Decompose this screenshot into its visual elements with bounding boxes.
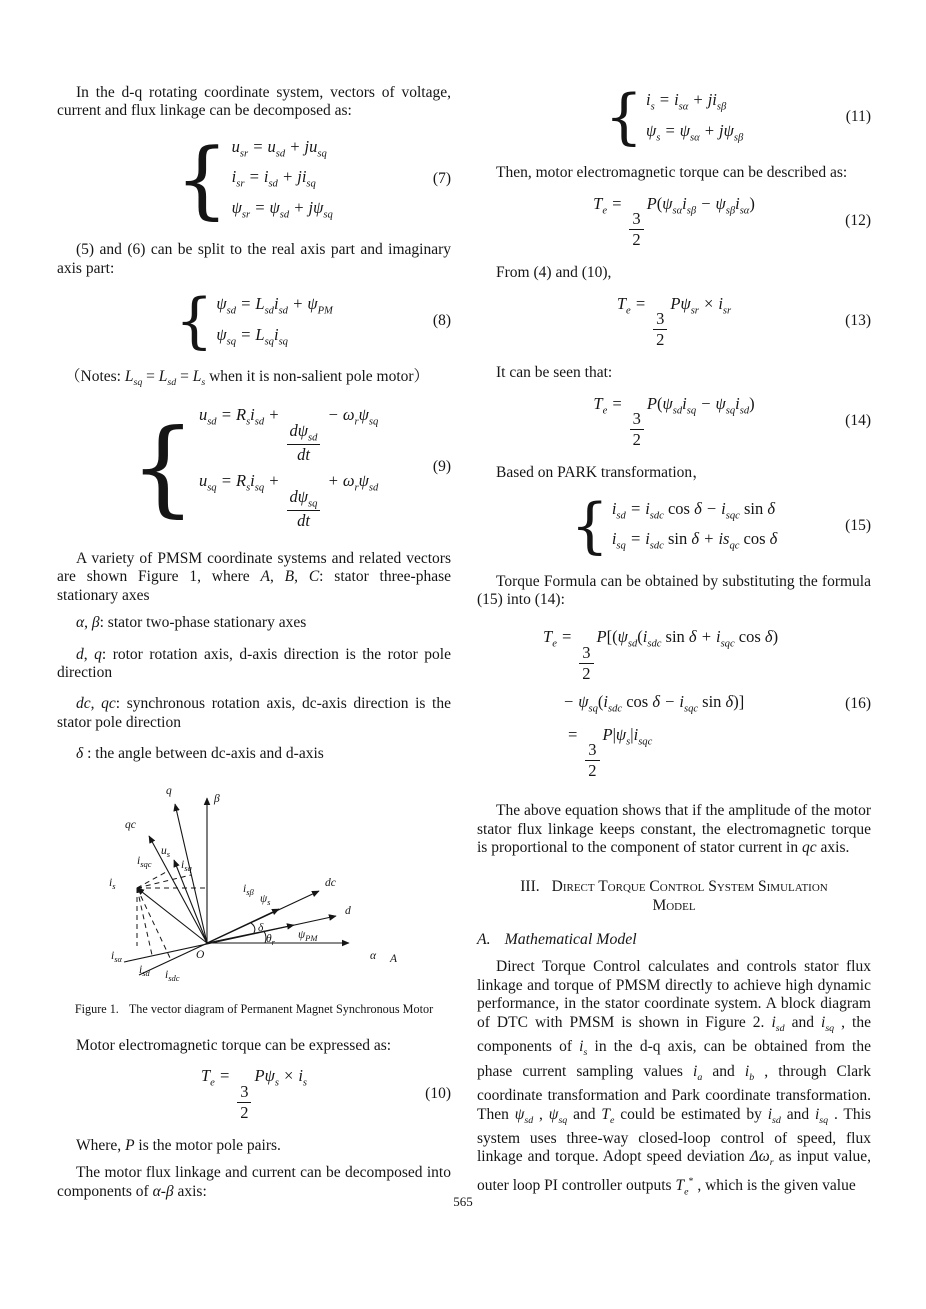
qc-axis: [149, 836, 207, 943]
equation-9-body: [199, 399, 378, 536]
equation-9-number: (9): [432, 458, 451, 476]
paragraph-variety: A variety of PMSM coordinate systems and related vectors are shown Figure 1, where A, B, C: stator three-phase stationary axes: [57, 550, 451, 604]
equation-12: [477, 193, 871, 251]
equation-8-cases: { $\psi_{sd} = L_{sd}i_{sd} + \psi_{PM}$ $\psi_{sq} = L_{sq}i_{sq}$: [175, 286, 333, 357]
equation-16: [477, 619, 871, 788]
definition-alpha-beta: α, β: stator two-phase stationary axes: [76, 614, 307, 632]
definition-d-q: d, q: rotor rotation axis, d-axis direction is the rotor pole direction: [57, 645, 451, 682]
paragraph-decompose: The motor flux linkage and current can be decomposed into components of α-β axis:: [57, 1164, 451, 1200]
equation-16-number: (16): [845, 694, 871, 712]
equation-16-body: [477, 619, 871, 788]
pmsm-vector-diagram: [57, 780, 402, 992]
two-column-layout: [57, 84, 871, 1211]
equation-7-cases: { $u_{sr} = u_{sd} + ju_{sq}$ $i_{sr} = i_{sd} + ji_{sq}$ $\psi_{sr} = \psi_{sd} + j\psi_{sq}$: [175, 130, 333, 229]
equation-15-number: (15): [845, 516, 871, 534]
q-axis-label: q: [166, 784, 172, 797]
equation-11: [477, 82, 871, 153]
is-label: $i_s$: [109, 876, 116, 891]
figure-caption-label: Figure 1.: [74, 1001, 119, 1016]
equation-line: $\psi_{sd} = L_{sd}i_{sd} + \psi_{PM}$: [216, 294, 333, 317]
equation-line: $u_{sd} = R_si_{sd}$ + $\frac{d\psi_{sd}}{dt}$ − $\omega_r\psi_{sq}$: [198, 404, 379, 464]
equation-line: $i_s = i_{s\alpha} + ji_{s\beta}$: [645, 90, 727, 113]
equation-line: $\psi_{sr} = \psi_{sd} + j\psi_{sq}$: [231, 197, 333, 221]
d-axis-label: d: [345, 904, 351, 917]
section-number: III.: [520, 878, 540, 896]
psis-label: $\psi_s$: [260, 892, 271, 907]
page-number: 565: [453, 1194, 473, 1209]
paragraph-seen: It can be seen that:: [496, 364, 613, 382]
paragraph-from: From (4) and (10),: [496, 264, 612, 282]
paragraph-park: Based on PARK transformation，: [496, 464, 708, 482]
equation-12-number: (12): [845, 212, 871, 230]
equation-13-number: (13): [845, 312, 871, 330]
paragraph-notes: （Notes: $L_{sq} = L_{sd} = L_s$ when it is non-salient pole motor）: [65, 368, 430, 389]
paragraph-dtc-model: Direct Torque Control calculates and controls stator flux linkage and torque of PMSM directly to achieve high dynamic performance, in the stator coordinate system. A block diagram of DTC with PMSM is shown in Figure 2. $i_{sd}$ and $i_{sq}$ , the components of $i_s$ in the d-q axis, can be obtained from the phase current sampling values $i_a$ and $i_b$ , through Clark coordinate transformation and Park coordinate transformation. Then $\psi_{sd}$ , $\psi_{sq}$ and $T_e$ could be estimated by $i_{sd}$ and $i_{sq}$ . This system uses three-way closed-loop control of speed, flux linkage and torque. Adopt speed deviation $\Delta\omega_r$ as input value, outer loop PI controller outputs $T_e^*$ , which is the given value: [477, 958, 872, 1198]
equation-14-number: (14): [845, 412, 871, 430]
psipm-label: $\psi_{PM}$: [298, 928, 318, 943]
subsection-title: Mathematical Model: [504, 931, 637, 949]
paragraph-split: (5) and (6) can be split to the real axis part and imaginary axis part:: [57, 241, 451, 277]
equation-9-cases: { $u_{sd} = R_si_{sd}$ + $\frac{d\psi_{sd}}{dt}$ − $\omega_r\psi_{sq}$ $u_{sq} = R_si_{sq}$ + $\frac{d\psi_{sq}}{dt}$ + $\omega_r\psi_{sd}$: [130, 399, 378, 536]
beta-axis-label: β: [214, 792, 220, 805]
equation-10-body: $T_e$ = $\frac{3}{2}$ $P\psi_s \times i_s$: [200, 1066, 308, 1122]
equation-9: [57, 399, 451, 536]
equation-7-body: [232, 131, 333, 228]
equation-line: $i_{sd} = i_{sdc}$ $\cos \delta - i_{sqc}$ sin δ: [611, 498, 776, 521]
equation-line: $\psi_s = \psi_{s\alpha} + j\psi_{s\beta}$: [645, 120, 744, 143]
alpha-axis-label: α: [370, 949, 377, 962]
isqc-label: $i_{sqc}$: [137, 854, 152, 869]
equation-11-cases: { $i_s = i_{s\alpha} + ji_{s\beta}$ $\psi_s = \psi_{s\alpha} + j\psi_{s\beta}$: [604, 82, 744, 153]
figure-caption-text: The vector diagram of Permanent Magnet Synchronous Motor: [128, 1001, 434, 1016]
section-title: Direct Torque Control System Simulation Model: [551, 878, 828, 915]
paragraph-torque: Motor electromagnetic torque can be expressed as:: [76, 1036, 392, 1054]
figure-1: [57, 780, 451, 992]
equation-10-number: (10): [425, 1084, 451, 1102]
right-column: [477, 84, 871, 1211]
theta-r-label: $\theta_r$: [266, 932, 275, 947]
paragraph-above: The above equation shows that if the amplitude of the motor stator flux linkage keeps constant, the electromagnetic torque is proportional to the component of stator current in qc axis.: [477, 802, 871, 857]
delta-angle-arc: [251, 922, 255, 932]
equation-8-body: [216, 288, 332, 354]
equation-8: [57, 286, 451, 357]
isd-label: $i_{sd}$: [139, 963, 150, 978]
is-dc-projection: [137, 888, 171, 960]
equation-line: $\psi_{sq} = L_{sq}i_{sq}$: [216, 324, 288, 348]
equation-15-cases: { $i_{sd} = i_{sdc}$ $\cos \delta - i_{sqc}$ sin δ $i_{sq} = i_{sdc}$ $\sin \delta + is_{qc}$ cos δ: [570, 490, 778, 561]
definition-delta: δ : the angle between dc-axis and d-axis: [76, 745, 324, 763]
equation-line: − $\psi_{sq}(i_{sdc}$ $\cos \delta - i_{sqc}$ sin δ)]: [563, 692, 745, 715]
psi-pm-vector: [207, 925, 294, 943]
equation-11-number: (11): [845, 108, 871, 126]
equation-7-number: (7): [432, 170, 451, 188]
delta-angle-label: δ: [258, 921, 264, 934]
paragraph-intro: In the d-q rotating coordinate system, vectors of voltage, current and flux linkage can be decomposed as:: [57, 84, 451, 120]
subsection-letter: A.: [477, 931, 491, 949]
equation-line: $T_e$ = $\frac{3}{2}$ $P[(\psi_{sd}(i_{sdc}$ $\sin \delta + i_{sqc}$ cos δ): [543, 627, 779, 684]
a-phase-label: A: [390, 952, 398, 965]
dc-axis-label: dc: [325, 876, 336, 889]
equation-15: [477, 490, 871, 561]
equation-13-body: $T_e$ = $\frac{3}{2}$ $P\psi_{sr} \times i_{sr}$: [616, 293, 732, 350]
us-label: $u_s$: [161, 844, 171, 859]
isbeta-label: $i_{s\beta}$: [243, 882, 254, 897]
equation-line: $i_{sr} = i_{sd} + ji_{sq}$: [231, 167, 316, 190]
origin-label: O: [196, 948, 205, 961]
definition-dc-qc: dc, qc: synchronous rotation axis, dc-axis direction is the stator pole direction: [57, 695, 451, 731]
section-heading-3: [498, 877, 850, 915]
isq-label: $i_{sq}$: [181, 858, 192, 873]
equation-12-body: $T_e$ = $\frac{3}{2}$ $P(\psi_{s\alpha}i_{s\beta} - \psi_{s\beta}i_{s\alpha})$: [593, 193, 755, 250]
axes: [124, 798, 349, 975]
qc-axis-label: qc: [125, 818, 136, 831]
equation-10: [57, 1065, 451, 1123]
paragraph-then: Then, motor electromagnetic torque can be described as:: [496, 164, 848, 182]
paragraph-torque-formula: Torque Formula can be obtained by substituting the formula (15) into (14):: [477, 572, 871, 609]
equation-7: [57, 131, 451, 228]
is-qc-projection: [137, 871, 168, 888]
equation-line: $u_{sr} = u_{sd} + ju_{sq}$: [231, 136, 327, 160]
equation-14-body: $T_e$ = $\frac{3}{2}$ $P(\psi_{sd}i_{sq} - \psi_{sq}i_{sd})$: [593, 393, 755, 450]
left-column: [57, 84, 451, 1211]
equation-14: [477, 393, 871, 451]
equation-13: [477, 293, 871, 351]
isdc-label: $i_{sdc}$: [165, 968, 180, 983]
equation-11-body: [646, 84, 743, 150]
equation-15-body: [612, 493, 778, 559]
equation-line: $u_{sq} = R_si_{sq}$ + $\frac{d\psi_{sq}}{dt}$ + $\omega_r\psi_{sd}$: [198, 470, 379, 531]
equation-8-number: (8): [432, 312, 451, 330]
paragraph-where: Where, P is the motor pole pairs.: [76, 1136, 281, 1154]
isalpha-label: $i_{s\alpha}$: [111, 949, 122, 964]
equation-line: = $\frac{3}{2}$ $P|\psi_s|i_{sqc}$: [567, 724, 653, 781]
subsection-heading-a: [477, 931, 871, 949]
equation-line: $i_{sq} = i_{sdc}$ $\sin \delta + is_{qc}$ cos δ: [611, 529, 778, 552]
figure-labels: [109, 785, 398, 983]
figure-1-caption: [57, 1002, 451, 1017]
